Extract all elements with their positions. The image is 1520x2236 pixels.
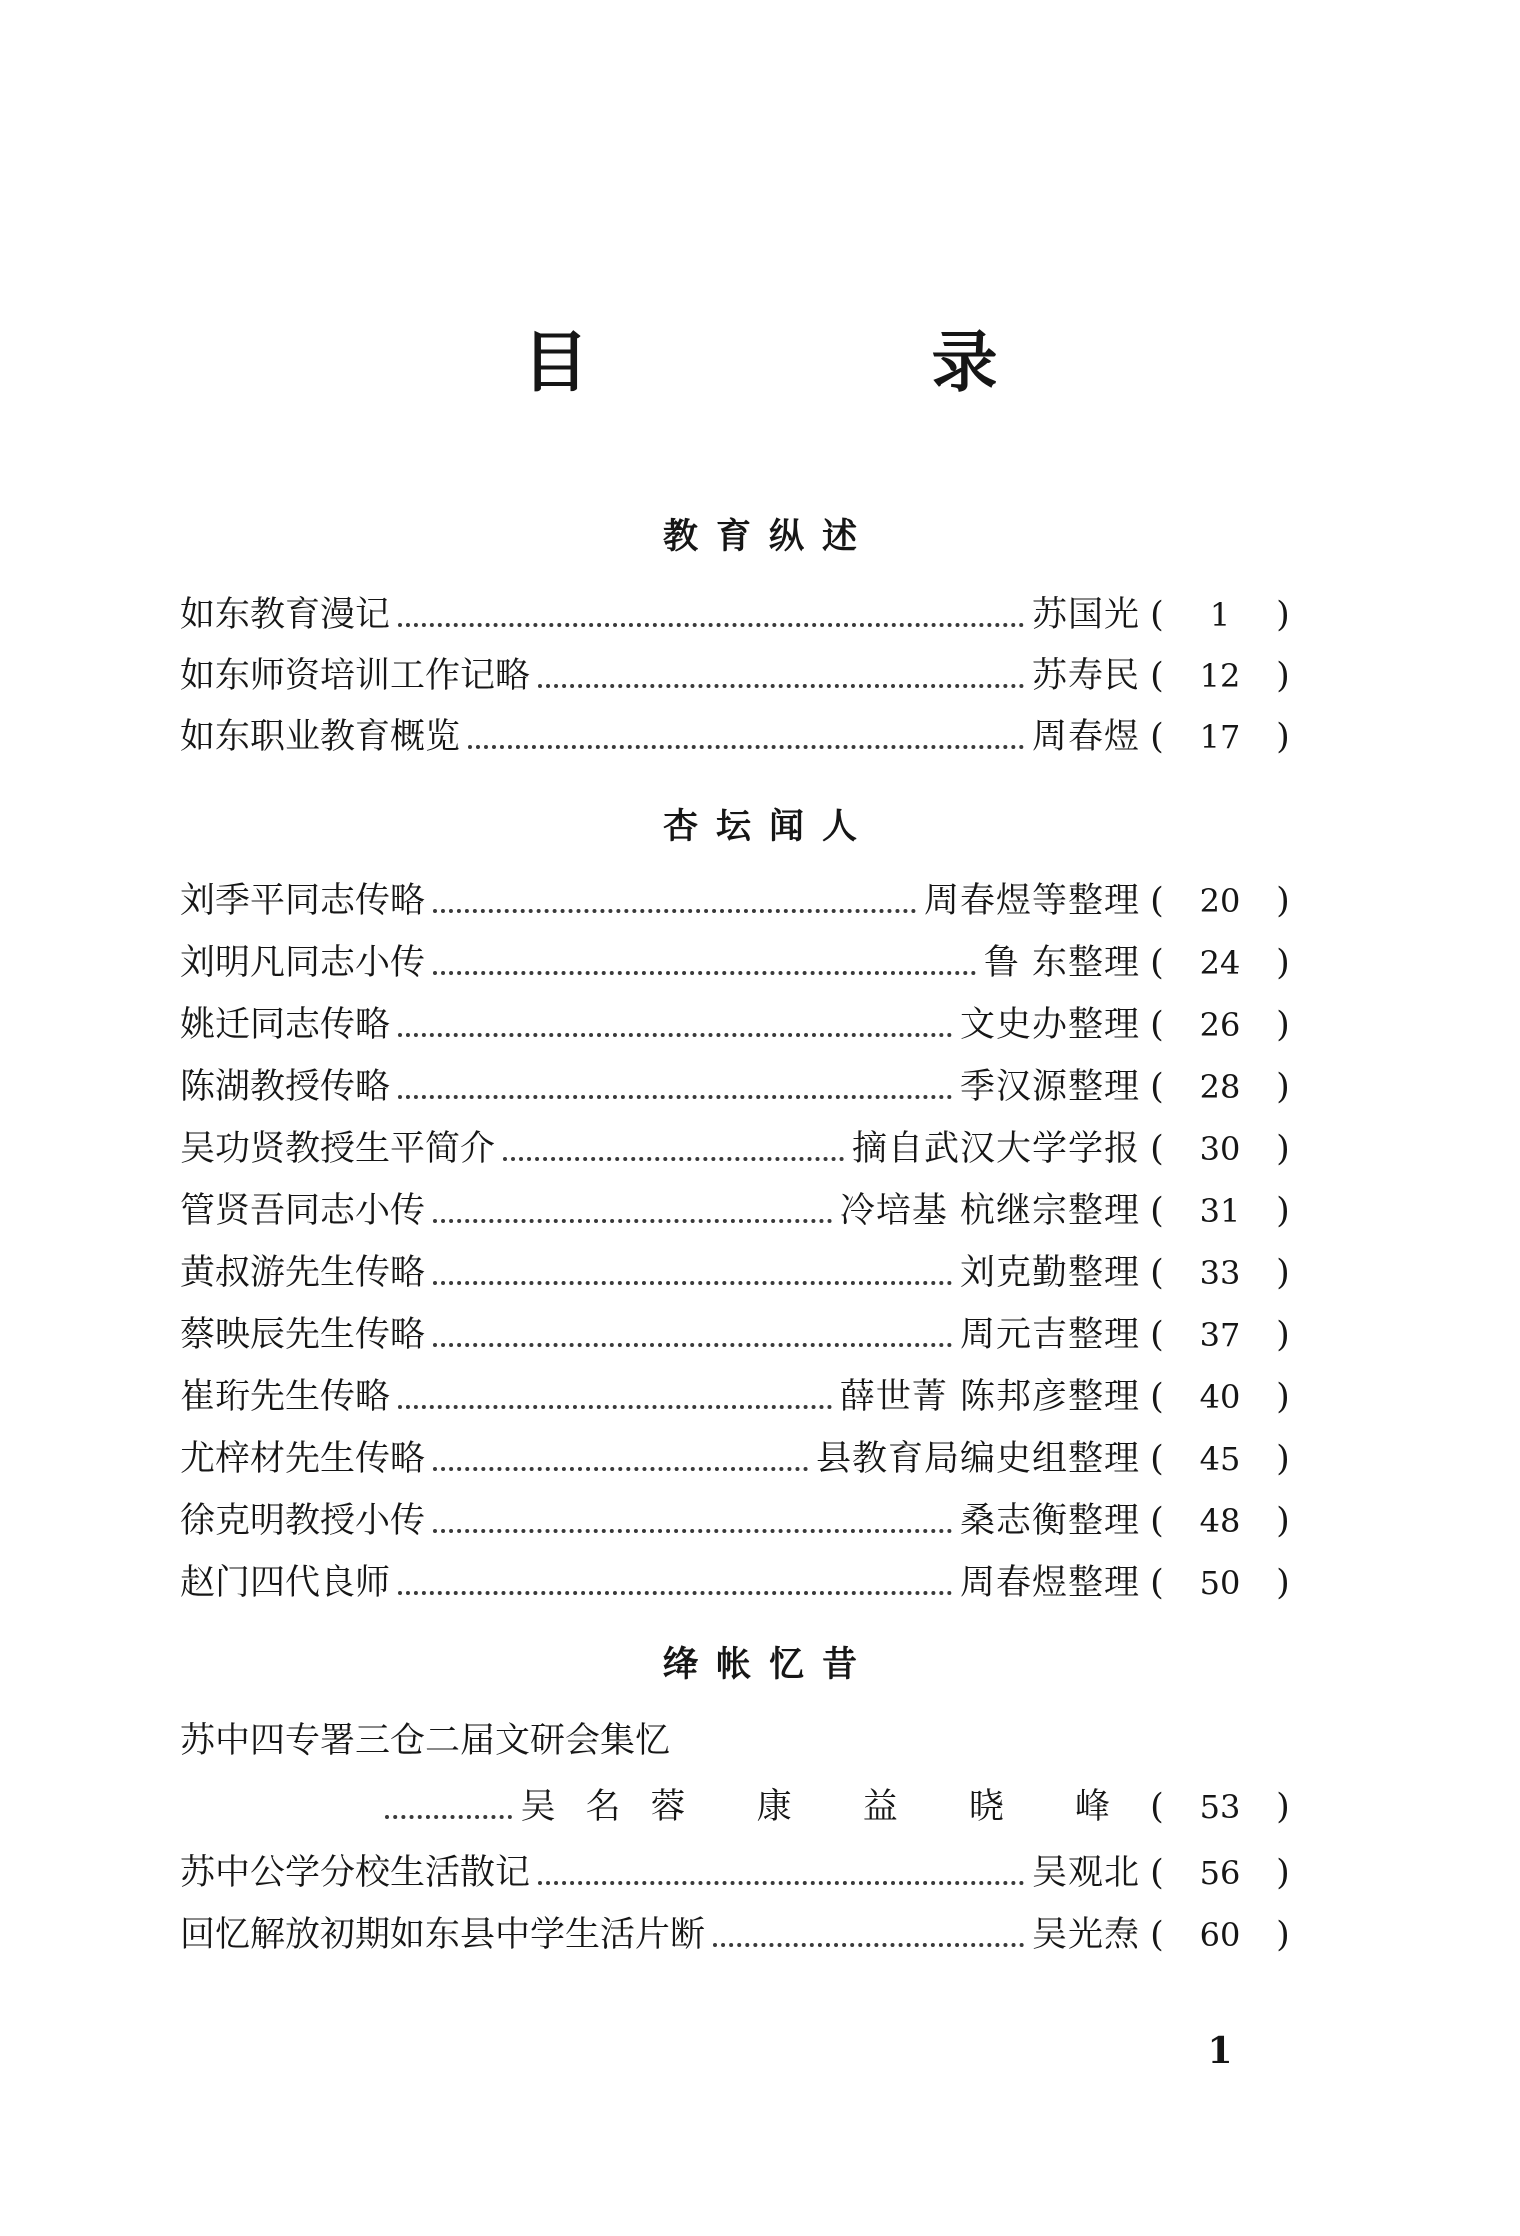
dot-leader [385,1815,512,1819]
toc-entry[interactable] [180,1186,1300,1236]
dot-leader [433,1343,952,1347]
open-paren: ( [1150,656,1164,696]
page-number: 56 [1199,1854,1241,1892]
page-number: 24 [1199,944,1241,982]
entry-author: 周春煜 [1031,717,1140,757]
toc-entry[interactable] [180,1062,1300,1112]
close-paren: ) [1276,1067,1290,1107]
entry-author: 桑志衡整理 [959,1501,1140,1541]
toc-entry[interactable] [385,1782,1300,1832]
toc-entry[interactable] [180,712,1300,762]
open-paren: ( [1150,943,1164,983]
page-number: 20 [1199,882,1241,920]
close-paren: ) [1276,1377,1290,1417]
entry-title: 蔡映辰先生传略 [180,1315,426,1355]
page-title: 目 录 [522,324,1158,401]
page-number: 12 [1199,657,1241,695]
open-paren: ( [1150,1439,1164,1479]
toc-entry[interactable] [180,1372,1300,1422]
toc-entry[interactable] [180,938,1300,988]
entry-author: 吴光焘 [1031,1915,1140,1955]
entry-author: 苏国光 [1031,595,1140,635]
dot-leader [468,745,1024,749]
open-paren: ( [1150,1377,1164,1417]
page-number: 40 [1199,1378,1241,1416]
section-heading-teaching-memories: 绛帐忆昔 [662,1645,875,1685]
entry-author: 周春煜等整理 [923,881,1140,921]
page-number: 53 [1199,1788,1241,1826]
entry-title: 如东师资培训工作记略 [180,656,531,696]
entry-title: 尤梓材先生传略 [180,1439,426,1479]
entry-author: 文史办整理 [959,1005,1140,1045]
toc-entry[interactable] [180,590,1300,640]
page-number: 17 [1199,718,1241,756]
entry-title: 苏中公学分校生活散记 [180,1853,531,1893]
open-paren: ( [1150,1563,1164,1603]
close-paren: ) [1276,1501,1290,1541]
toc-entry[interactable] [180,1248,1300,1298]
close-paren: ) [1276,1315,1290,1355]
close-paren: ) [1276,1787,1290,1827]
close-paren: ) [1276,1005,1290,1045]
open-paren: ( [1150,1315,1164,1355]
close-paren: ) [1276,1129,1290,1169]
page-number: 28 [1199,1068,1241,1106]
entry-author: 刘克勤整理 [959,1253,1140,1293]
toc-entry[interactable] [180,1000,1300,1050]
entry-author: 苏寿民 [1031,656,1140,696]
entry-title: 管贤吾同志小传 [180,1191,426,1231]
dot-leader [398,1033,952,1037]
entry-author: 冷培基 杭继宗整理 [839,1191,1140,1231]
entry-author: 吴名蓉 康 益 晓 峰 [520,1787,1140,1827]
toc-entry[interactable] [180,1848,1300,1898]
page-number: 60 [1199,1916,1241,1954]
dot-leader [433,1467,808,1471]
page-number: 48 [1199,1502,1241,1540]
dot-leader [713,1943,1024,1947]
entry-title: 崔珩先生传略 [180,1377,391,1417]
page-number: 50 [1199,1564,1241,1602]
entry-title: 姚迁同志传略 [180,1005,391,1045]
open-paren: ( [1150,1853,1164,1893]
toc-entry[interactable] [180,651,1300,701]
dot-leader [433,1529,952,1533]
page-number: 37 [1199,1316,1241,1354]
close-paren: ) [1276,595,1290,635]
entry-title-line[interactable]: 苏中四专署三仓二届文研会集忆 [180,1721,671,1761]
open-paren: ( [1150,1253,1164,1293]
page-number: 31 [1199,1192,1241,1230]
dot-leader [433,909,916,913]
entry-title: 刘明凡同志小传 [180,943,426,983]
entry-title: 赵门四代良师 [180,1563,391,1603]
dot-leader [398,1591,952,1595]
open-paren: ( [1150,1005,1164,1045]
entry-author: 季汉源整理 [959,1067,1140,1107]
close-paren: ) [1276,1191,1290,1231]
page-folio-number: 1 [1207,2030,1233,2072]
close-paren: ) [1276,1439,1290,1479]
entry-author: 周元吉整理 [959,1315,1140,1355]
dot-leader [398,1405,832,1409]
page-number: 33 [1199,1254,1241,1292]
page-number: 1 [1209,596,1231,634]
close-paren: ) [1276,1253,1290,1293]
close-paren: ) [1276,1563,1290,1603]
open-paren: ( [1150,717,1164,757]
open-paren: ( [1150,1067,1164,1107]
dot-leader [538,1881,1024,1885]
toc-entry[interactable] [180,1558,1300,1608]
entry-author: 吴观北 [1031,1853,1140,1893]
dot-leader [433,1219,832,1223]
page-number: 26 [1199,1006,1241,1044]
toc-entry[interactable] [180,1496,1300,1546]
toc-entry[interactable] [180,876,1300,926]
close-paren: ) [1276,1915,1290,1955]
toc-entry[interactable] [180,1434,1300,1484]
entry-author: 薛世菁 陈邦彦整理 [839,1377,1140,1417]
close-paren: ) [1276,656,1290,696]
section-heading-education-overview: 教育纵述 [662,517,875,557]
open-paren: ( [1150,1787,1164,1827]
toc-entry[interactable] [180,1124,1300,1174]
dot-leader [538,684,1024,688]
entry-title: 刘季平同志传略 [180,881,426,921]
entry-title: 陈湖教授传略 [180,1067,391,1107]
open-paren: ( [1150,595,1164,635]
dot-leader [433,971,976,975]
close-paren: ) [1276,943,1290,983]
entry-title: 如东教育漫记 [180,595,391,635]
open-paren: ( [1150,1191,1164,1231]
entry-title: 如东职业教育概览 [180,717,461,757]
toc-entry[interactable] [180,1310,1300,1360]
entry-title: 吴功贤教授生平简介 [180,1129,496,1169]
close-paren: ) [1276,881,1290,921]
page-number: 45 [1199,1440,1241,1478]
dot-leader [398,1095,952,1099]
dot-leader [503,1157,844,1161]
close-paren: ) [1276,717,1290,757]
section-heading-notable-educators: 杏坛闻人 [662,807,875,847]
open-paren: ( [1150,1129,1164,1169]
dot-leader [398,623,1024,627]
open-paren: ( [1150,1501,1164,1541]
entry-title: 徐克明教授小传 [180,1501,426,1541]
entry-title: 回忆解放初期如东县中学生活片断 [180,1915,706,1955]
entry-author: 周春煜整理 [959,1563,1140,1603]
entry-author: 鲁 东整理 [983,943,1140,983]
page-number: 30 [1199,1130,1241,1168]
entry-author: 摘自武汉大学学报 [851,1129,1140,1169]
open-paren: ( [1150,1915,1164,1955]
close-paren: ) [1276,1853,1290,1893]
toc-entry[interactable] [180,1910,1300,1960]
entry-author: 县教育局编史组整理 [815,1439,1140,1479]
entry-title: 黄叔游先生传略 [180,1253,426,1293]
open-paren: ( [1150,881,1164,921]
dot-leader [433,1281,952,1285]
